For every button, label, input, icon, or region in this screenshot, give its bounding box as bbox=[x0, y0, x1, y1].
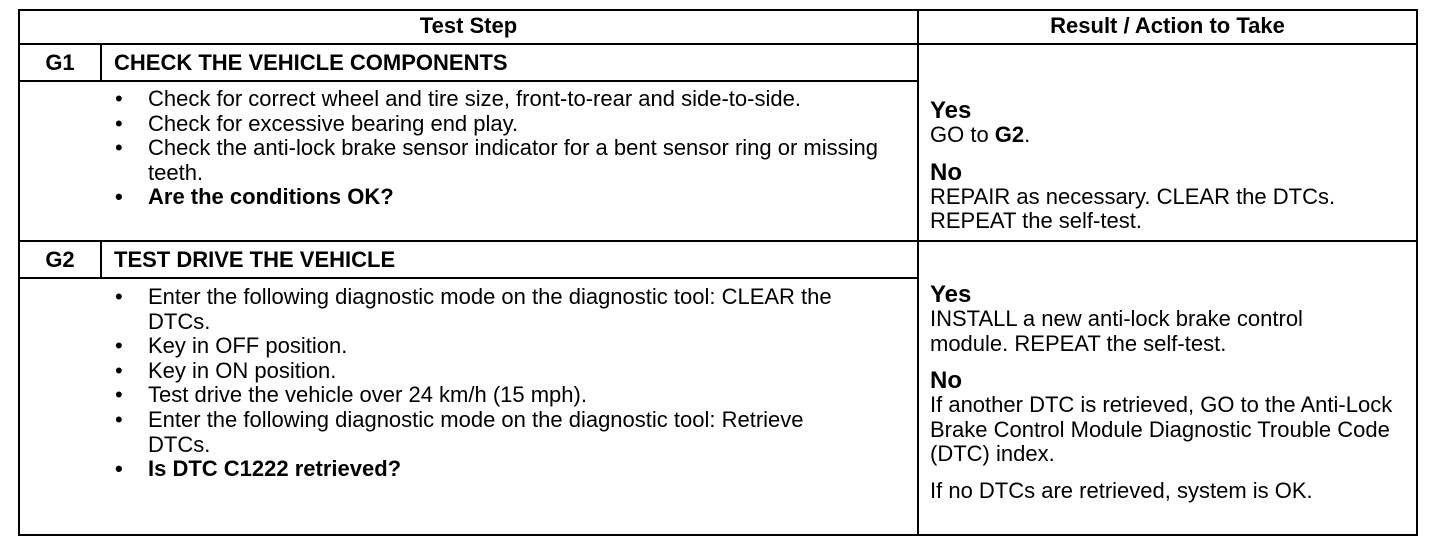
list-item: • Check for correct wheel and tire size, front-to-rear and side-to-side. bbox=[115, 87, 885, 112]
column-divider bbox=[917, 9, 919, 536]
list-item: • Enter the following diagnostic mode on the diagnostic tool: Retrieve DTCs. bbox=[115, 408, 835, 457]
list-item-question: • Are the conditions OK? bbox=[115, 185, 885, 210]
row-divider-g2-title bbox=[18, 277, 919, 279]
result-g2 bbox=[930, 282, 1416, 504]
header-result-action: Result / Action to Take bbox=[1050, 13, 1285, 38]
list-item: • Check for excessive bearing end play. bbox=[115, 112, 885, 137]
yes-action: INSTALL a new anti-lock brake control module. REPEAT the self-test. bbox=[930, 306, 1303, 356]
no-label: No bbox=[930, 367, 962, 395]
list-item: • Check the anti-lock brake sensor indicator for a bent sensor ring or missing teeth. bbox=[115, 136, 885, 185]
list-item: • Test drive the vehicle over 24 km/h (15 mph). bbox=[115, 383, 835, 408]
row-divider-g1-end bbox=[18, 240, 1418, 242]
step-code-g2: G2 bbox=[45, 247, 75, 272]
step-reference: G2 bbox=[994, 122, 1025, 147]
list-item: • Key in ON position. bbox=[115, 359, 835, 384]
header-test-step: Test Step bbox=[419, 13, 518, 38]
list-item: • Key in OFF position. bbox=[115, 334, 835, 359]
step-title-g1: CHECK THE VEHICLE COMPONENTS bbox=[114, 50, 508, 75]
step-code-g1: G1 bbox=[45, 50, 75, 75]
no-label: No bbox=[930, 158, 962, 186]
yes-label: Yes bbox=[930, 97, 972, 124]
yes-action: GO to G2. bbox=[930, 122, 1031, 147]
list-item-question: • Is DTC C1222 retrieved? bbox=[115, 457, 835, 482]
extra-action: If no DTCs are retrieved, system is OK. bbox=[930, 477, 1313, 503]
code-divider-g2 bbox=[100, 240, 102, 278]
step-items-g2 bbox=[115, 285, 835, 482]
no-action: If another DTC is retrieved, GO to the Anti-Lock Brake Control Module Diagnostic Trouble Code (DTC) index. bbox=[930, 392, 1393, 467]
no-action: REPAIR as necessary. CLEAR the DTCs. REPEAT the self-test. bbox=[930, 183, 1336, 234]
list-item: • Enter the following diagnostic mode on the diagnostic tool: CLEAR the DTCs. bbox=[115, 285, 835, 334]
yes-label: Yes bbox=[930, 281, 972, 308]
result-g1 bbox=[930, 98, 1410, 234]
step-title-g2: TEST DRIVE THE VEHICLE bbox=[114, 247, 396, 272]
code-divider-g1 bbox=[100, 43, 102, 81]
header-divider bbox=[18, 43, 1418, 45]
row-divider-g1-title bbox=[18, 80, 919, 82]
step-items-g1 bbox=[115, 87, 885, 210]
